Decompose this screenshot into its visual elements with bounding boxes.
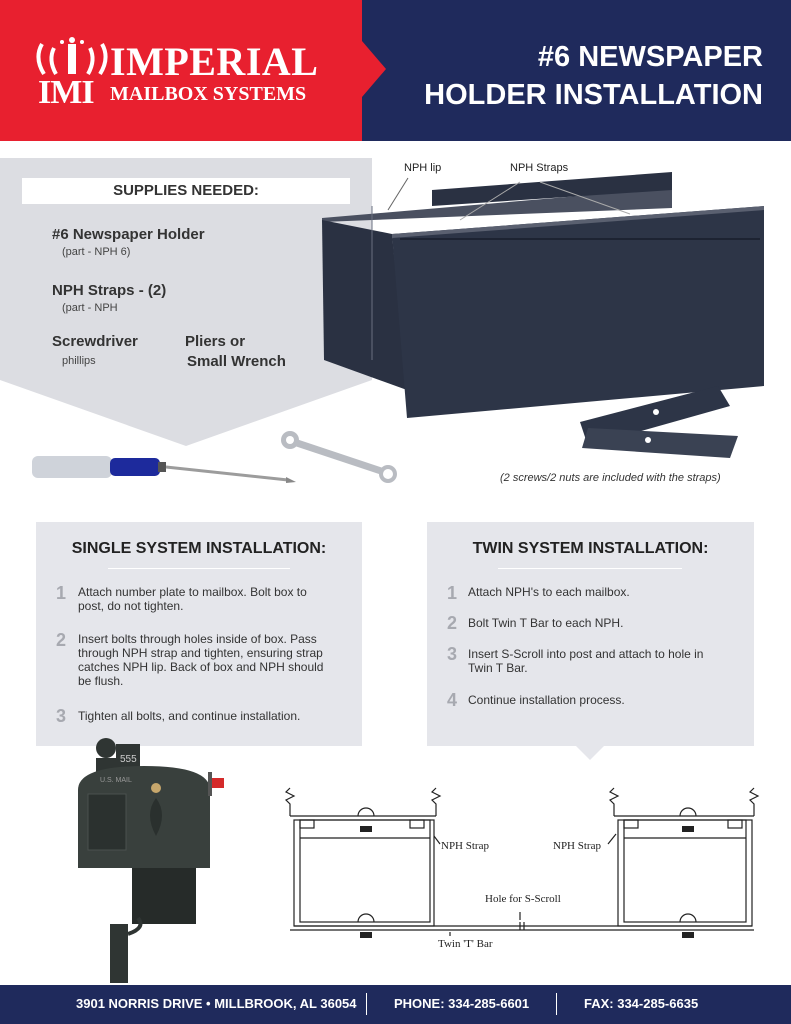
supply-screwdriver: Screwdriver [52,333,138,350]
single-step-3-num: 3 [56,706,67,726]
supply-small-wrench: Small Wrench [187,353,286,370]
crown-icon [32,36,112,78]
single-step-2-line3: catches NPH lip. Back of box and NPH should [78,660,324,674]
supplies-heading: SUPPLIES NEEDED: [22,178,350,204]
wrench-icon [276,428,406,488]
twin-step-4-text: Continue installation process. [468,693,625,707]
logo-imperial-text: IMPERIAL [110,39,319,84]
single-step-2-line4: be flush. [78,674,124,688]
supply-pliers: Pliers or [185,333,246,350]
single-step-2-line1: Insert bolts through holes inside of box. Pass [78,632,317,646]
diagram-strap-right-label: NPH Strap [553,840,601,852]
single-step-3-text: Tighten all bolts, and continue installation. [78,709,301,723]
footer-bar [0,985,791,1024]
supply-screwdriver-type: phillips [62,355,96,367]
twin-step-3-num: 3 [447,644,458,664]
single-title-rule [108,568,290,569]
supply-newspaper-holder-part: (part - NPH 6) [62,246,131,258]
twin-install-title: TWIN SYSTEM INSTALLATION: [472,540,709,557]
single-step-1-text [78,585,307,613]
label-pointer-lines [380,170,680,230]
single-step-2-text [78,632,323,688]
page-title [424,38,763,114]
single-step-2-num: 2 [56,630,67,650]
twin-step-3-text [468,647,703,675]
imperial-logo [32,36,332,112]
logo-imi-text: IMI [38,74,94,111]
twin-panel-pointer [575,745,605,761]
label-nph-lip: NPH lip [404,162,442,174]
twin-step-3-line2: Twin T Bar. [468,661,528,675]
single-step-1-num: 1 [56,583,67,603]
footer-fax: FAX: 334-285-6635 [584,996,699,1011]
twin-step-1-text: Attach NPH's to each mailbox. [468,585,630,599]
single-step-1-line1: Attach number plate to mailbox. Bolt box to [78,585,307,599]
supply-nph-straps: NPH Straps - (2) [52,282,167,299]
straps-note: (2 screws/2 nuts are included with the straps) [500,472,721,484]
page-title-line2: HOLDER INSTALLATION [424,79,763,111]
twin-tbar-diagram [280,786,760,956]
twin-title-rule [498,568,682,569]
mailbox-image [60,738,230,983]
logo-subtitle: MAILBOX SYSTEMS [110,83,307,105]
twin-step-2-text: Bolt Twin T Bar to each NPH. [468,616,624,630]
twin-step-3-line1: Insert S-Scroll into post and attach to hole in [468,647,704,661]
header-arrow [362,41,386,97]
diagram-hole-label: Hole for S-Scroll [485,893,561,905]
single-install-title: SINGLE SYSTEM INSTALLATION: [71,540,327,557]
screwdriver-icon [30,446,300,496]
supply-nph-straps-part: (part - NPH [62,302,118,314]
mailbox-plate: 555 [120,754,137,765]
single-step-1-line2: post, do not tighten. [78,599,184,613]
label-nph-straps: NPH Straps [510,162,569,174]
page-title-line1: #6 NEWSPAPER [537,41,763,73]
footer-divider-1 [366,993,367,1015]
twin-step-1-num: 1 [447,583,458,603]
footer-divider-2 [556,993,557,1015]
twin-step-4-num: 4 [447,690,458,710]
footer-address: 3901 NORRIS DRIVE • MILLBROOK, AL 36054 [76,996,357,1011]
diagram-strap-left-label: NPH Strap [441,840,489,852]
supply-newspaper-holder: #6 Newspaper Holder [52,226,205,243]
footer-phone: PHONE: 334-285-6601 [394,996,530,1011]
twin-step-2-num: 2 [447,613,458,633]
mailbox-front-text: U.S. MAIL [100,777,132,784]
diagram-tbar-label: Twin 'T' Bar [438,938,493,950]
single-step-2-line2: through NPH strap and tighten, ensuring strap [78,646,323,660]
nph-straps-image [578,382,748,462]
